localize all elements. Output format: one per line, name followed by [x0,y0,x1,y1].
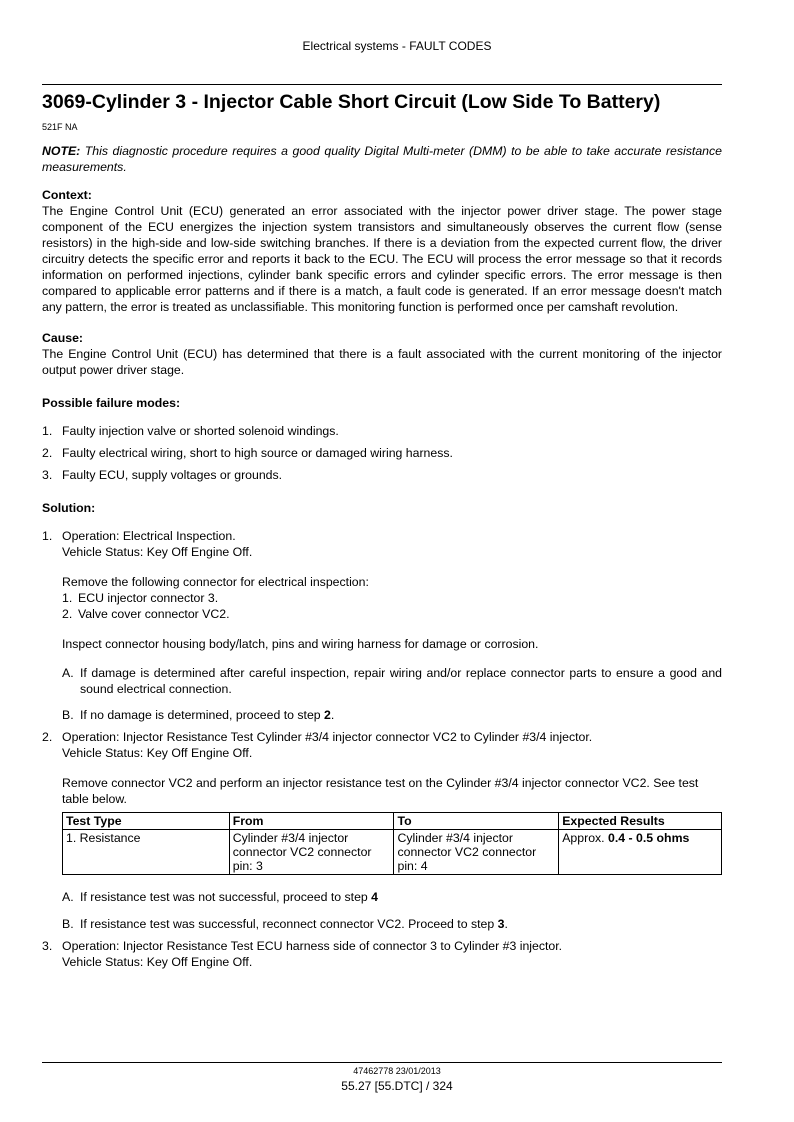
step-option-b: B. If no damage is determined, proceed to step 2. [62,708,335,722]
solution-step-1: 1. Operation: Electrical Inspection. Vehicle Status: Key Off Engine Off. Remove the following connector for electrical inspection: 1. ECU injector connector 3. 2. Valve cover connector VC2. Inspect connector housing body/latch, pins and wiring harness for damage or corrosion. A. If damage is determined after careful inspection, repair wiring and/or replace connector parts to ensure a good and sound electrical connection. B. If no damage is determined, proceed to step 2. [42,529,722,722]
header-rule [42,84,722,85]
column-header: To [394,813,559,830]
note-text: This diagnostic procedure requires a good quality Digital Multi-meter (DMM) to be able to take accurate resistance measurements. [42,144,722,174]
step-inspect: Inspect connector housing body/latch, pins and wiring harness for damage or corrosion. [62,637,539,651]
list-item: 1. Faulty injection valve or shorted solenoid windings. [42,424,339,438]
cause-heading: Cause: [42,331,84,345]
page-title: 3069-Cylinder 3 - Injector Cable Short Circuit (Low Side To Battery) [42,91,661,113]
step-operation: Operation: Electrical Inspection. [62,529,236,543]
table-row [63,830,722,875]
note [42,143,722,175]
step-vehicle-status: Vehicle Status: Key Off Engine Off. [62,955,253,969]
step-vehicle-status: Vehicle Status: Key Off Engine Off. [62,545,253,559]
step-remove-intro: Remove the following connector for electrical inspection: [62,575,369,589]
page-header: Electrical systems - FAULT CODES [302,39,492,53]
solution-heading: Solution: [42,501,96,515]
table-header-row [63,813,722,830]
step-option-b: B. If resistance test was successful, reconnect connector VC2. Proceed to step 3. [62,917,508,931]
list-item: 2. Valve cover connector VC2. [62,607,230,621]
page-number: 55.27 [55.DTC] / 324 [341,1079,453,1093]
step-operation: Operation: Injector Resistance Test ECU harness side of connector 3 to Cylinder #3 injector. [62,939,563,953]
solution-step-3: 3. Operation: Injector Resistance Test ECU harness side of connector 3 to Cylinder #3 injector. Vehicle Status: Key Off Engine Off. [42,938,722,970]
solution-step-2: 2. Operation: Injector Resistance Test Cylinder #3/4 injector connector VC2 to Cylinder #3/4 injector. Vehicle Status: Key Off Engine Off. Remove connector VC2 and perform an injector resistance test on the Cylinder #3/4 injector connector VC2. See test table below. [42,729,722,807]
footer-rule [42,1062,722,1063]
solution-step-2-options [42,889,722,932]
step-option-a: A. If damage is determined after careful inspection, repair wiring and/or replace connector parts to ensure a good and sound electrical connection. [62,666,722,696]
document-body [42,143,722,970]
failure-modes-heading: Possible failure modes: [42,396,181,410]
note-label: NOTE: [42,144,81,158]
fault-code-id: 521F NA [42,122,78,132]
step-operation: Operation: Injector Resistance Test Cylinder #3/4 injector connector VC2 to Cylinder #3/4 injector. [62,730,593,744]
table-cell: 1. Resistance [63,830,230,875]
cause-text: The Engine Control Unit (ECU) has determined that there is a fault associated with the current monitoring of the injector output power driver stage. [42,347,722,377]
list-item: 1. ECU injector connector 3. [62,591,219,605]
table-cell: Approx. 0.4 - 0.5 ohms [559,830,722,875]
context-heading: Context: [42,188,92,202]
step-vehicle-status: Vehicle Status: Key Off Engine Off. [62,746,253,760]
column-header: Test Type [63,813,230,830]
list-item: 2. Faulty electrical wiring, short to high source or damaged wiring harness. [42,446,453,460]
test-table [62,812,722,875]
column-header: Expected Results [559,813,722,830]
context-text: The Engine Control Unit (ECU) generated an error associated with the injector power driver stage. The power stage component of the ECU energizes the injection system transistors and simultaneously observes the current flow (sense resistors) in the high-side and low-side switching branches. If there is a deviation from the expected current flow, the driver circuitry detects the specific error and reports it back to the ECU. The ECU will process the error message so that it records information on performed injections, cylinder bank specific errors and cylinder specific errors. The error message is then compared to applicable error patterns and if there is a match, a fault code is generated. If an error message doesn't match any pattern, the error is treated as unclassifiable. This monitoring function is performed once per camshaft revolution. [42,204,722,314]
step-option-a: A. If resistance test was not successful, proceed to step 4 [62,890,379,904]
list-item: 3. Faulty ECU, supply voltages or grounds. [42,468,283,482]
table-cell: Cylinder #3/4 injector connector VC2 connector pin: 4 [394,830,559,875]
table-cell: Cylinder #3/4 injector connector VC2 connector pin: 3 [229,830,394,875]
column-header: From [229,813,394,830]
step-remove: Remove connector VC2 and perform an injector resistance test on the Cylinder #3/4 injector connector VC2. See test table below. [62,776,699,806]
document-number: 47462778 23/01/2013 [353,1066,441,1076]
